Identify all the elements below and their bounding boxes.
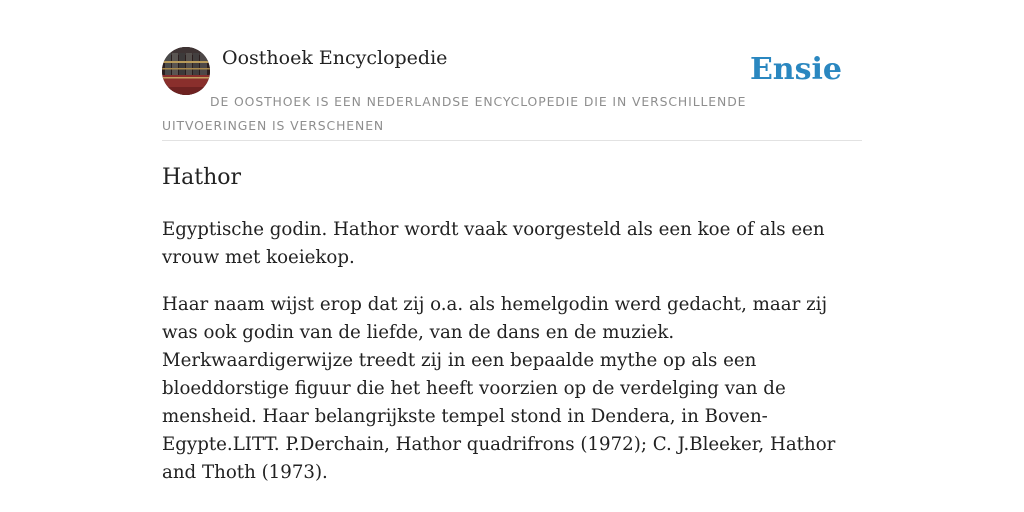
encyclopedia-tagline: DE OOSTHOEK IS EEN NEDERLANDSE ENCYCLOPEDIE DIE IN VERSCHILLENDE UITVOERINGEN IS VERSCHENEN: [162, 94, 747, 133]
article-paragraph: Haar naam wijst erop dat zij o.a. als hemelgodin werd gedacht, maar zij was ook godin van de liefde, van de dans en de muziek. Merkwaardigerwijze treedt zij in een bepaalde mythe op als een bloeddorstige figuur die het heeft voorzien op de verdelging van de mensheid. Haar belangrijkste tempel stond in Dendera, in Boven-Egypte.LITT. P.Derchain, Hathor quadrifrons (1972); C. J.Bleeker, Hathor and Thoth (1973).: [162, 294, 836, 483]
bookshelf-avatar-icon[interactable]: [162, 47, 210, 95]
ensie-logo[interactable]: Ensie: [749, 52, 842, 87]
encyclopedia-header: [162, 46, 862, 141]
article-title: Hathor: [162, 165, 242, 190]
article-paragraph: Egyptische godin. Hathor wordt vaak voorgesteld als een koe of als een vrouw met koeiekop.: [162, 219, 825, 268]
encyclopedia-name[interactable]: Oosthoek Encyclopedie: [222, 47, 448, 69]
